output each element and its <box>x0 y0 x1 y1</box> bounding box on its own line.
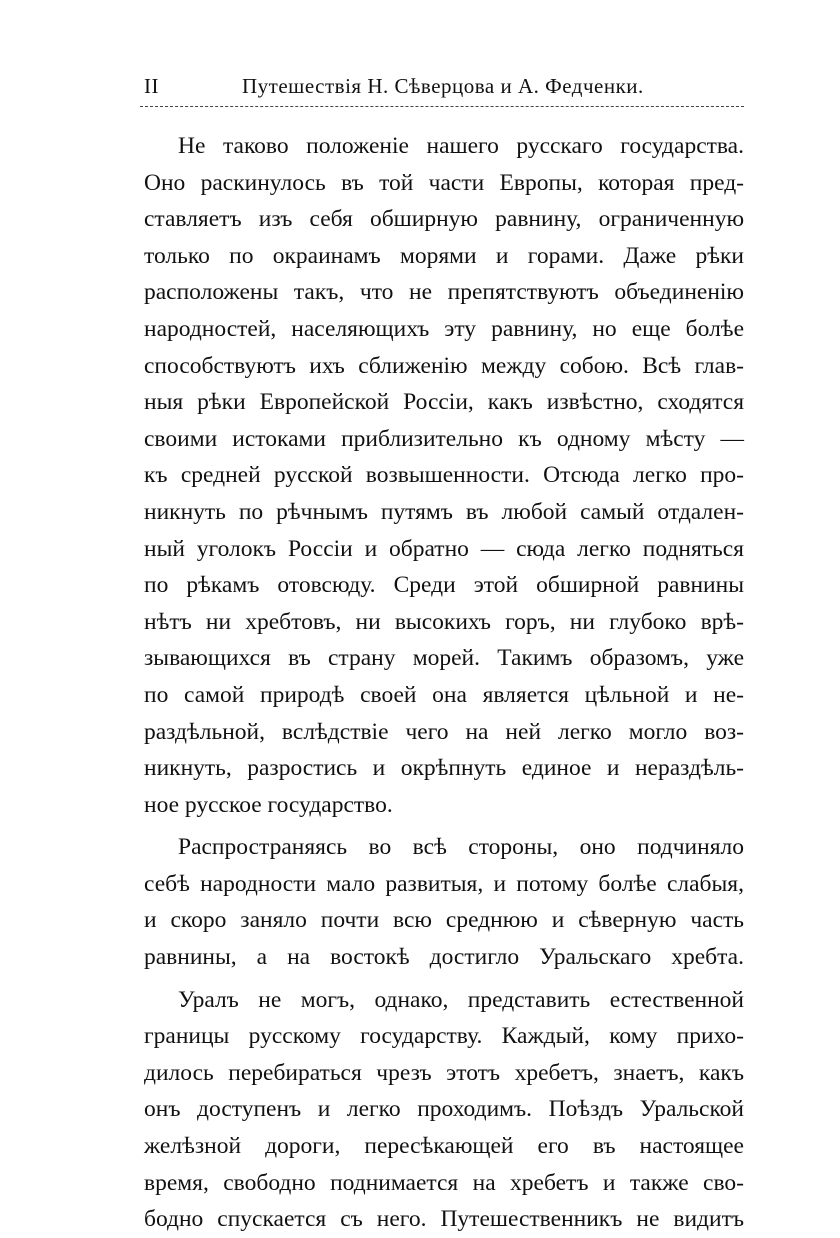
text-line: ставляетъ изъ себя обширную равнину, ограниченную <box>144 206 744 233</box>
text-line: народностей, населяющихъ эту равнину, но еще болѣе <box>144 315 744 342</box>
text-line: желѣзной дороги, пересѣкающей его въ настоящее <box>144 1133 744 1160</box>
text-line: только по окраинамъ морями и горами. Даже рѣки <box>144 242 744 269</box>
text-line: себѣ народности мало развитыя, и потому болѣе слабыя, <box>144 870 744 897</box>
text-line: по самой природѣ своей она является цѣльной и не- <box>144 681 744 708</box>
text-line: своими истоками приблизительно къ одному мѣсту — <box>144 425 744 452</box>
text-line: границы русскому государству. Каждый, кому прихо- <box>144 1023 744 1050</box>
text-line: равнины, а на востокѣ достигло Уральскаго хребта. <box>144 944 744 971</box>
text-line: бодно спускается съ него. Путешественникъ не видитъ <box>144 1206 744 1233</box>
text-line: ное русское государство. <box>144 791 393 818</box>
body-text <box>144 128 744 1238</box>
text-line: дилось перебираться чрезъ этотъ хребетъ, знаетъ, какъ <box>144 1059 744 1086</box>
text-line: Распространяясь во всѣ стороны, оно подчиняло <box>178 834 744 861</box>
text-line: и скоро заняло почти всю среднюю и сѣверную часть <box>144 907 744 934</box>
text-line: время, свободно поднимается на хребетъ и также сво- <box>144 1169 744 1196</box>
text-line: ный уголокъ Россіи и обратно — сюда легко подняться <box>144 535 744 562</box>
header-rule <box>140 106 744 107</box>
text-line: раздѣльной, вслѣдствіе чего на ней легко могло воз- <box>144 718 744 745</box>
text-line: никнуть, разростись и окрѣпнуть единое и нераздѣль- <box>144 755 744 782</box>
text-line: Уралъ не могъ, однако, представить естественной <box>178 986 744 1013</box>
text-line: зывающихся въ страну морей. Такимъ образомъ, уже <box>144 645 744 672</box>
text-line: къ средней русской возвышенности. Отсюда легко про- <box>144 462 744 489</box>
text-line: способствуютъ ихъ сближенію между собою. Всѣ глав- <box>144 352 744 379</box>
running-head-title: Путешествія Н. Сѣверцова и А. Федченки. <box>242 74 644 98</box>
text-line: ныя рѣки Европейской Россіи, какъ извѣстно, сходятся <box>144 389 744 416</box>
text-line: по рѣкамъ отовсюду. Среди этой обширной равнины <box>144 572 744 599</box>
text-line: нѣтъ ни хребтовъ, ни высокихъ горъ, ни глубоко врѣ- <box>144 608 744 635</box>
text-line: Оно раскинулось въ той части Европы, которая пред- <box>144 169 744 196</box>
text-line: Не таково положеніе нашего русскаго государства. <box>178 133 744 159</box>
text-line: никнуть по рѣчнымъ путямъ въ любой самый отдален- <box>144 498 744 525</box>
text-line: онъ доступенъ и легко проходимъ. Поѣздъ Уральской <box>144 1096 744 1123</box>
page-number: II <box>144 74 159 98</box>
running-head <box>144 74 744 104</box>
text-line: расположены такъ, что не препятствуютъ объединенію <box>144 279 744 306</box>
